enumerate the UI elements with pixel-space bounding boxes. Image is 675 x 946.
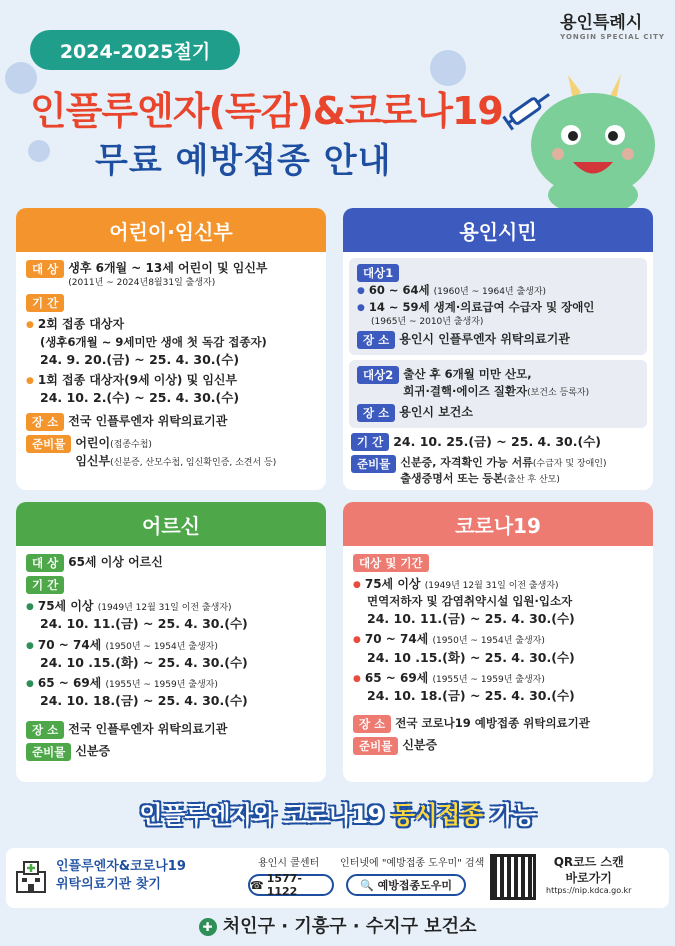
g3-note: (1955년 ~ 1959년 출생자)	[105, 680, 218, 691]
target1-tag: 대상1	[357, 264, 399, 282]
card-seniors	[16, 502, 326, 782]
season-badge: 2024-2025절기	[30, 30, 240, 70]
search-label: 인터넷에 "예방접종 도우미" 검색	[340, 858, 485, 869]
place2-tag: 장 소	[357, 404, 395, 422]
period-text: 24. 10. 25.(금) ~ 25. 4. 30.(수)	[393, 433, 601, 449]
target-tag: 대상 및 기간	[353, 554, 429, 572]
t1b-note: (1965년 ~ 2010년 출생자)	[371, 317, 484, 328]
virus-decoration	[28, 140, 50, 162]
place-text: 전국 인플루엔자 위탁의료기관	[68, 414, 228, 429]
qr-label1: QR코드 스캔	[553, 855, 624, 869]
prep1-note: (접종수첩)	[110, 440, 152, 451]
call-label: 용인시 콜센터	[258, 858, 320, 869]
call-button[interactable]: ☎ 1577-1122	[248, 874, 334, 896]
target-note: (2011년 ~ 2024년8월31일 출생자)	[68, 278, 216, 289]
prep2-note: (신분증, 산모수첩, 임신확인증, 소견서 등)	[110, 457, 277, 468]
card-title: 용인시민	[343, 208, 653, 252]
g3-date: 24. 10. 18.(금) ~ 25. 4. 30.(수)	[40, 693, 248, 709]
find-clinic-line1: 인플루엔자&코로나19	[56, 859, 186, 874]
target-text: 65세 이상 어르신	[68, 555, 163, 569]
g1-note: (1949년 12월 31일 이전 출생자)	[97, 603, 232, 613]
card-citizens	[343, 208, 653, 490]
health-center-icon: ✚	[199, 918, 217, 936]
group2-date: 24. 10. 2.(수) ~ 25. 4. 30.(수)	[40, 390, 240, 406]
t1b-text: ● 14 ~ 59세 생계·의료급여 수급자 및 장애인	[357, 299, 639, 316]
prep2-text: 임신부	[75, 453, 111, 468]
place-text: 전국 코로나19 예방접종 위탁의료기관	[395, 716, 590, 731]
target-tag: 대 상	[26, 554, 64, 572]
group2-label: ● 1회 접종 대상자(9세 이상) 및 임신부	[26, 372, 316, 389]
prep-text: 신분증	[402, 738, 438, 753]
simultaneous-banner: 인플루엔자와 코로나19 동시접종 가능	[139, 801, 536, 829]
t1a-text: 60 ~ 64세	[368, 283, 430, 298]
g1-date: 24. 10. 11.(금) ~ 25. 4. 30.(수)	[40, 616, 248, 632]
hospital-icon	[14, 860, 48, 894]
t2b-note: (보건소 등록자)	[527, 387, 590, 398]
prep1-note: (수급자 및 장애인)	[532, 459, 607, 469]
group1-date: 24. 9. 20.(금) ~ 25. 4. 30.(수)	[40, 351, 240, 367]
prep-text: 신분증	[75, 743, 111, 758]
target2-tag: 대상2	[357, 366, 399, 384]
group1-detail: (생후6개월 ~ 9세미만 생애 첫 독감 접종자)	[40, 334, 267, 349]
g2-date: 24. 10 .15.(화) ~ 25. 4. 30.(수)	[40, 654, 248, 670]
group1-label: ● 2회 접종 대상자	[26, 316, 316, 333]
prep-tag: 준비물	[26, 435, 71, 453]
place2-text: 용인시 보건소	[399, 404, 473, 419]
g1-label: 75세 이상	[37, 599, 94, 613]
target-text: 생후 6개월 ~ 13세 어린이 및 임신부	[68, 261, 268, 275]
prep-tag: 준비물	[26, 743, 71, 761]
g3-date: 24. 10. 18.(금) ~ 25. 4. 30.(수)	[367, 688, 575, 704]
t2a-text: 출산 후 6개월 미만 산모,	[403, 367, 532, 382]
period-tag: 기 간	[351, 433, 389, 451]
period-tag: 기 간	[26, 576, 64, 594]
prep1-text: 어린이	[75, 436, 111, 451]
place-tag: 장 소	[353, 715, 391, 733]
search-icon: 🔍	[359, 878, 374, 892]
place-tag: 장 소	[26, 413, 64, 431]
period-tag: 기 간	[26, 294, 64, 312]
card-children	[16, 208, 326, 490]
g3-label: 65 ~ 69세	[364, 670, 429, 685]
org-title: ✚ 처인구 · 기흥구 · 수지구 보건소	[0, 912, 675, 938]
qr-code[interactable]	[490, 854, 536, 900]
prep-tag: 준비물	[353, 737, 398, 755]
prep1-text: 신분증, 자격확인 가능 서류	[400, 456, 533, 469]
card-covid	[343, 502, 653, 782]
t2b-text: 희귀·결핵·에이즈 질환자	[403, 383, 528, 398]
dragon-mascot	[513, 70, 663, 210]
place1-text: 용인시 인플루엔자 위탁의료기관	[399, 332, 570, 347]
phone-icon: ☎	[250, 878, 264, 892]
prep2-text: 출생증명서 또는 등본	[400, 472, 504, 486]
target-tag: 대 상	[26, 260, 64, 278]
place-tag: 장 소	[26, 721, 64, 739]
prep2-note: (출산 후 산모)	[503, 475, 560, 486]
page-subtitle: 무료 예방접종 안내	[95, 141, 392, 181]
info-footer	[6, 848, 669, 908]
search-button[interactable]: 🔍 예방접종도우미	[346, 874, 466, 896]
prep-tag: 준비물	[351, 455, 396, 473]
g1-date: 24. 10. 11.(금) ~ 25. 4. 30.(수)	[367, 611, 575, 627]
t1a-note: (1960년 ~ 1964년 출생자)	[433, 287, 547, 298]
page-title: 인플루엔자(독감)&코로나19	[30, 89, 503, 133]
card-title: 어린이·임신부	[16, 208, 326, 252]
card-title: 코로나19	[343, 502, 653, 546]
qr-label2: 바로가기	[565, 871, 612, 886]
g2-label: 70 ~ 74세	[37, 637, 102, 652]
g2-date: 24. 10 .15.(화) ~ 25. 4. 30.(수)	[367, 649, 575, 665]
g3-note: (1955년 ~ 1959년 출생자)	[432, 674, 545, 685]
find-clinic-line2: 위탁의료기관 찾기	[56, 877, 161, 893]
place1-tag: 장 소	[357, 331, 395, 349]
g2-note: (1950년 ~ 1954년 출생자)	[432, 636, 545, 647]
g1-label: 75세 이상	[364, 577, 421, 591]
g1-extra: 면역저하자 및 감염취약시설 입원·입소자	[367, 594, 573, 609]
g2-label: 70 ~ 74세	[364, 632, 429, 647]
card-title: 어르신	[16, 502, 326, 546]
place-text: 전국 인플루엔자 위탁의료기관	[68, 721, 228, 736]
qr-url[interactable]: https://nip.kdca.go.kr	[546, 886, 632, 896]
g1-note: (1949년 12월 31일 이전 출생자)	[424, 581, 559, 591]
g2-note: (1950년 ~ 1954년 출생자)	[105, 641, 218, 652]
brand-logo: 용인특례시 YONGIN SPECIAL CITY	[560, 13, 665, 41]
g3-label: 65 ~ 69세	[37, 676, 102, 691]
